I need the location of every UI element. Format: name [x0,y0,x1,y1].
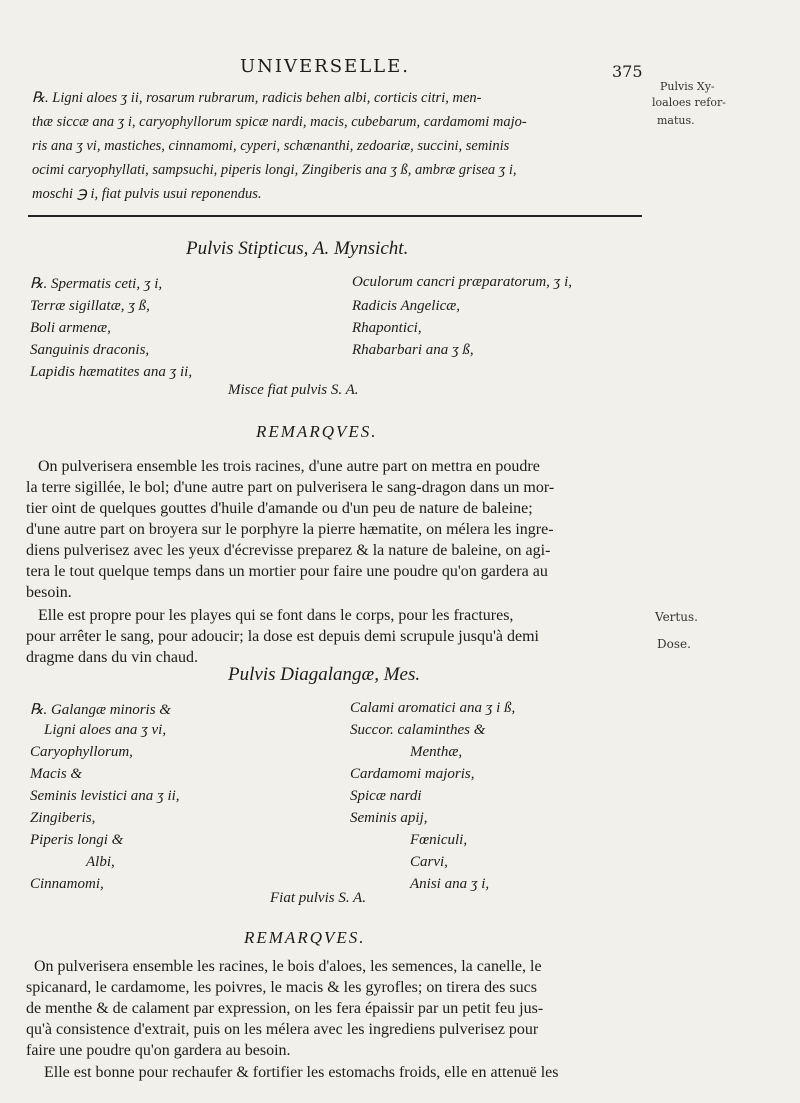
ingredient-left: Albi, [86,854,115,870]
recipe-closing: Fiat pulvis S. A. [270,890,366,906]
ingredient-right: Cardamomi majoris, [350,766,475,782]
ingredient-left: Cinnamomi, [30,876,104,892]
margin-note-pulvis-2: loaloes refor- [652,96,726,109]
recipe-closing: Misce fiat pulvis S. A. [228,382,359,398]
ingredient-right: Oculorum cancri præparatorum, ʒ i, [352,274,572,290]
ingredient-left: Zingiberis, [30,810,96,826]
recipe-line: ocimi caryophyllati, sampsuchi, piperis longi, Zingiberis ana ʒ ß, ambræ grisea ʒ i, [32,162,517,178]
ingredient-left: Sanguinis draconis, [30,342,150,358]
section-title: Pulvis Stipticus, A. Mynsicht. [186,238,409,259]
paragraph-line: On pulverisera ensemble les racines, le bois d'aloes, les semences, la canelle, le [34,958,542,975]
paragraph-line: tier oint de quelques gouttes d'huile d'amande ou d'un peu de nature de baleine; [26,500,533,517]
margin-note-vertus: Vertus. [655,610,698,624]
paragraph-line: la terre sigillée, le bol; d'une autre part on pulverisera le sang-dragon dans un mor- [26,479,555,496]
ingredient-right: Seminis apij, [350,810,428,826]
ingredient-left: Terræ sigillatæ, ʒ ß, [30,298,150,314]
ingredient-left: Ligni aloes ana ʒ vi, [44,722,167,738]
ingredient-left: Boli armenæ, [30,320,111,336]
remarques-heading: REMARQVES. [244,928,366,947]
paragraph-line: spicanard, le cardamome, les poivres, le macis & les gyrofles; on tirera des sucs [26,979,537,996]
ingredient-right: Succor. calaminthes & [350,722,486,738]
running-title: UNIVERSELLE. [240,56,410,77]
paragraph-line: On pulverisera ensemble les trois racines, d'une autre part on mettra en poudre [38,458,540,475]
ingredient-left: Piperis longi & [30,832,124,848]
ingredient-right: Rhabarbari ana ʒ ß, [352,342,474,358]
ingredient-left: Lapidis hæmatites ana ʒ ii, [30,364,193,380]
ingredient-left: ℞. Spermatis ceti, ʒ i, [30,276,163,292]
ingredient-left: Caryophyllorum, [30,744,133,760]
paragraph-line: besoin. [26,584,72,601]
section-title: Pulvis Diagalangæ, Mes. [228,664,421,685]
ingredient-right: Calami aromatici ana ʒ i ß, [350,700,516,716]
margin-note-pulvis-3: matus. [657,114,695,127]
recipe-line: thæ siccæ ana ʒ i, caryophyllorum spicæ nardi, macis, cubebarum, cardamomi majo- [32,114,527,130]
ingredient-right: Fœniculi, [410,832,468,848]
ingredient-left: ℞. Galangæ minoris & [30,702,171,718]
ingredient-right: Rhapontici, [352,320,422,336]
recipe-line: moschi ℈ i, fiat pulvis usui reponendus. [32,186,262,202]
margin-note-pulvis-1: Pulvis Xy- [660,80,715,93]
page-number: 375 [612,62,643,81]
ingredient-right: Spicæ nardi [350,788,422,804]
margin-note-dose: Dose. [657,637,691,651]
recipe-line: ℞. Ligni aloes ʒ ii, rosarum rubrarum, radicis behen albi, corticis citri, men- [32,90,482,106]
ingredient-right: Carvi, [410,854,448,870]
paragraph-line: diens pulverisez avec les yeux d'écrevisse preparez & la nature de baleine, on agi- [26,542,551,559]
recipe-line: ris ana ʒ vi, mastiches, cinnamomi, cyperi, schænanthi, zedoariæ, succini, seminis [32,138,510,154]
paragraph-line: qu'à consistence d'extrait, puis on les mélera avec les ingrediens pulverisez pour [26,1021,539,1038]
ingredient-right: Radicis Angelicæ, [352,298,461,314]
paragraph-line: de menthe & de calament par expression, on les fera épaissir par un petit feu jus- [26,1000,544,1017]
ingredient-right: Menthæ, [410,744,463,760]
ingredient-left: Seminis levistici ana ʒ ii, [30,788,180,804]
ingredient-right: Anisi ana ʒ i, [410,876,490,892]
ingredient-left: Macis & [30,766,83,782]
section-divider [28,215,642,217]
paragraph-line: dragme dans du vin chaud. [26,649,198,666]
paragraph-line: faire une poudre qu'on gardera au besoin. [26,1042,291,1059]
paragraph-line: pour arrêter le sang, pour adoucir; la dose est depuis demi scrupule jusqu'à demi [26,628,539,645]
paragraph-line: Elle est propre pour les playes qui se font dans le corps, pour les fractures, [38,607,514,624]
paragraph-line: Elle est bonne pour rechaufer & fortifier les estomachs froids, elle en attenuë les [44,1064,559,1081]
remarques-heading: REMARQVES. [256,422,378,441]
paragraph-line: tera le tout quelque temps dans un mortier pour faire une poudre qu'on gardera au [26,563,548,580]
paragraph-line: d'une autre part on broyera sur le porphyre la pierre hæmatite, on mélera les ingre- [26,521,554,538]
